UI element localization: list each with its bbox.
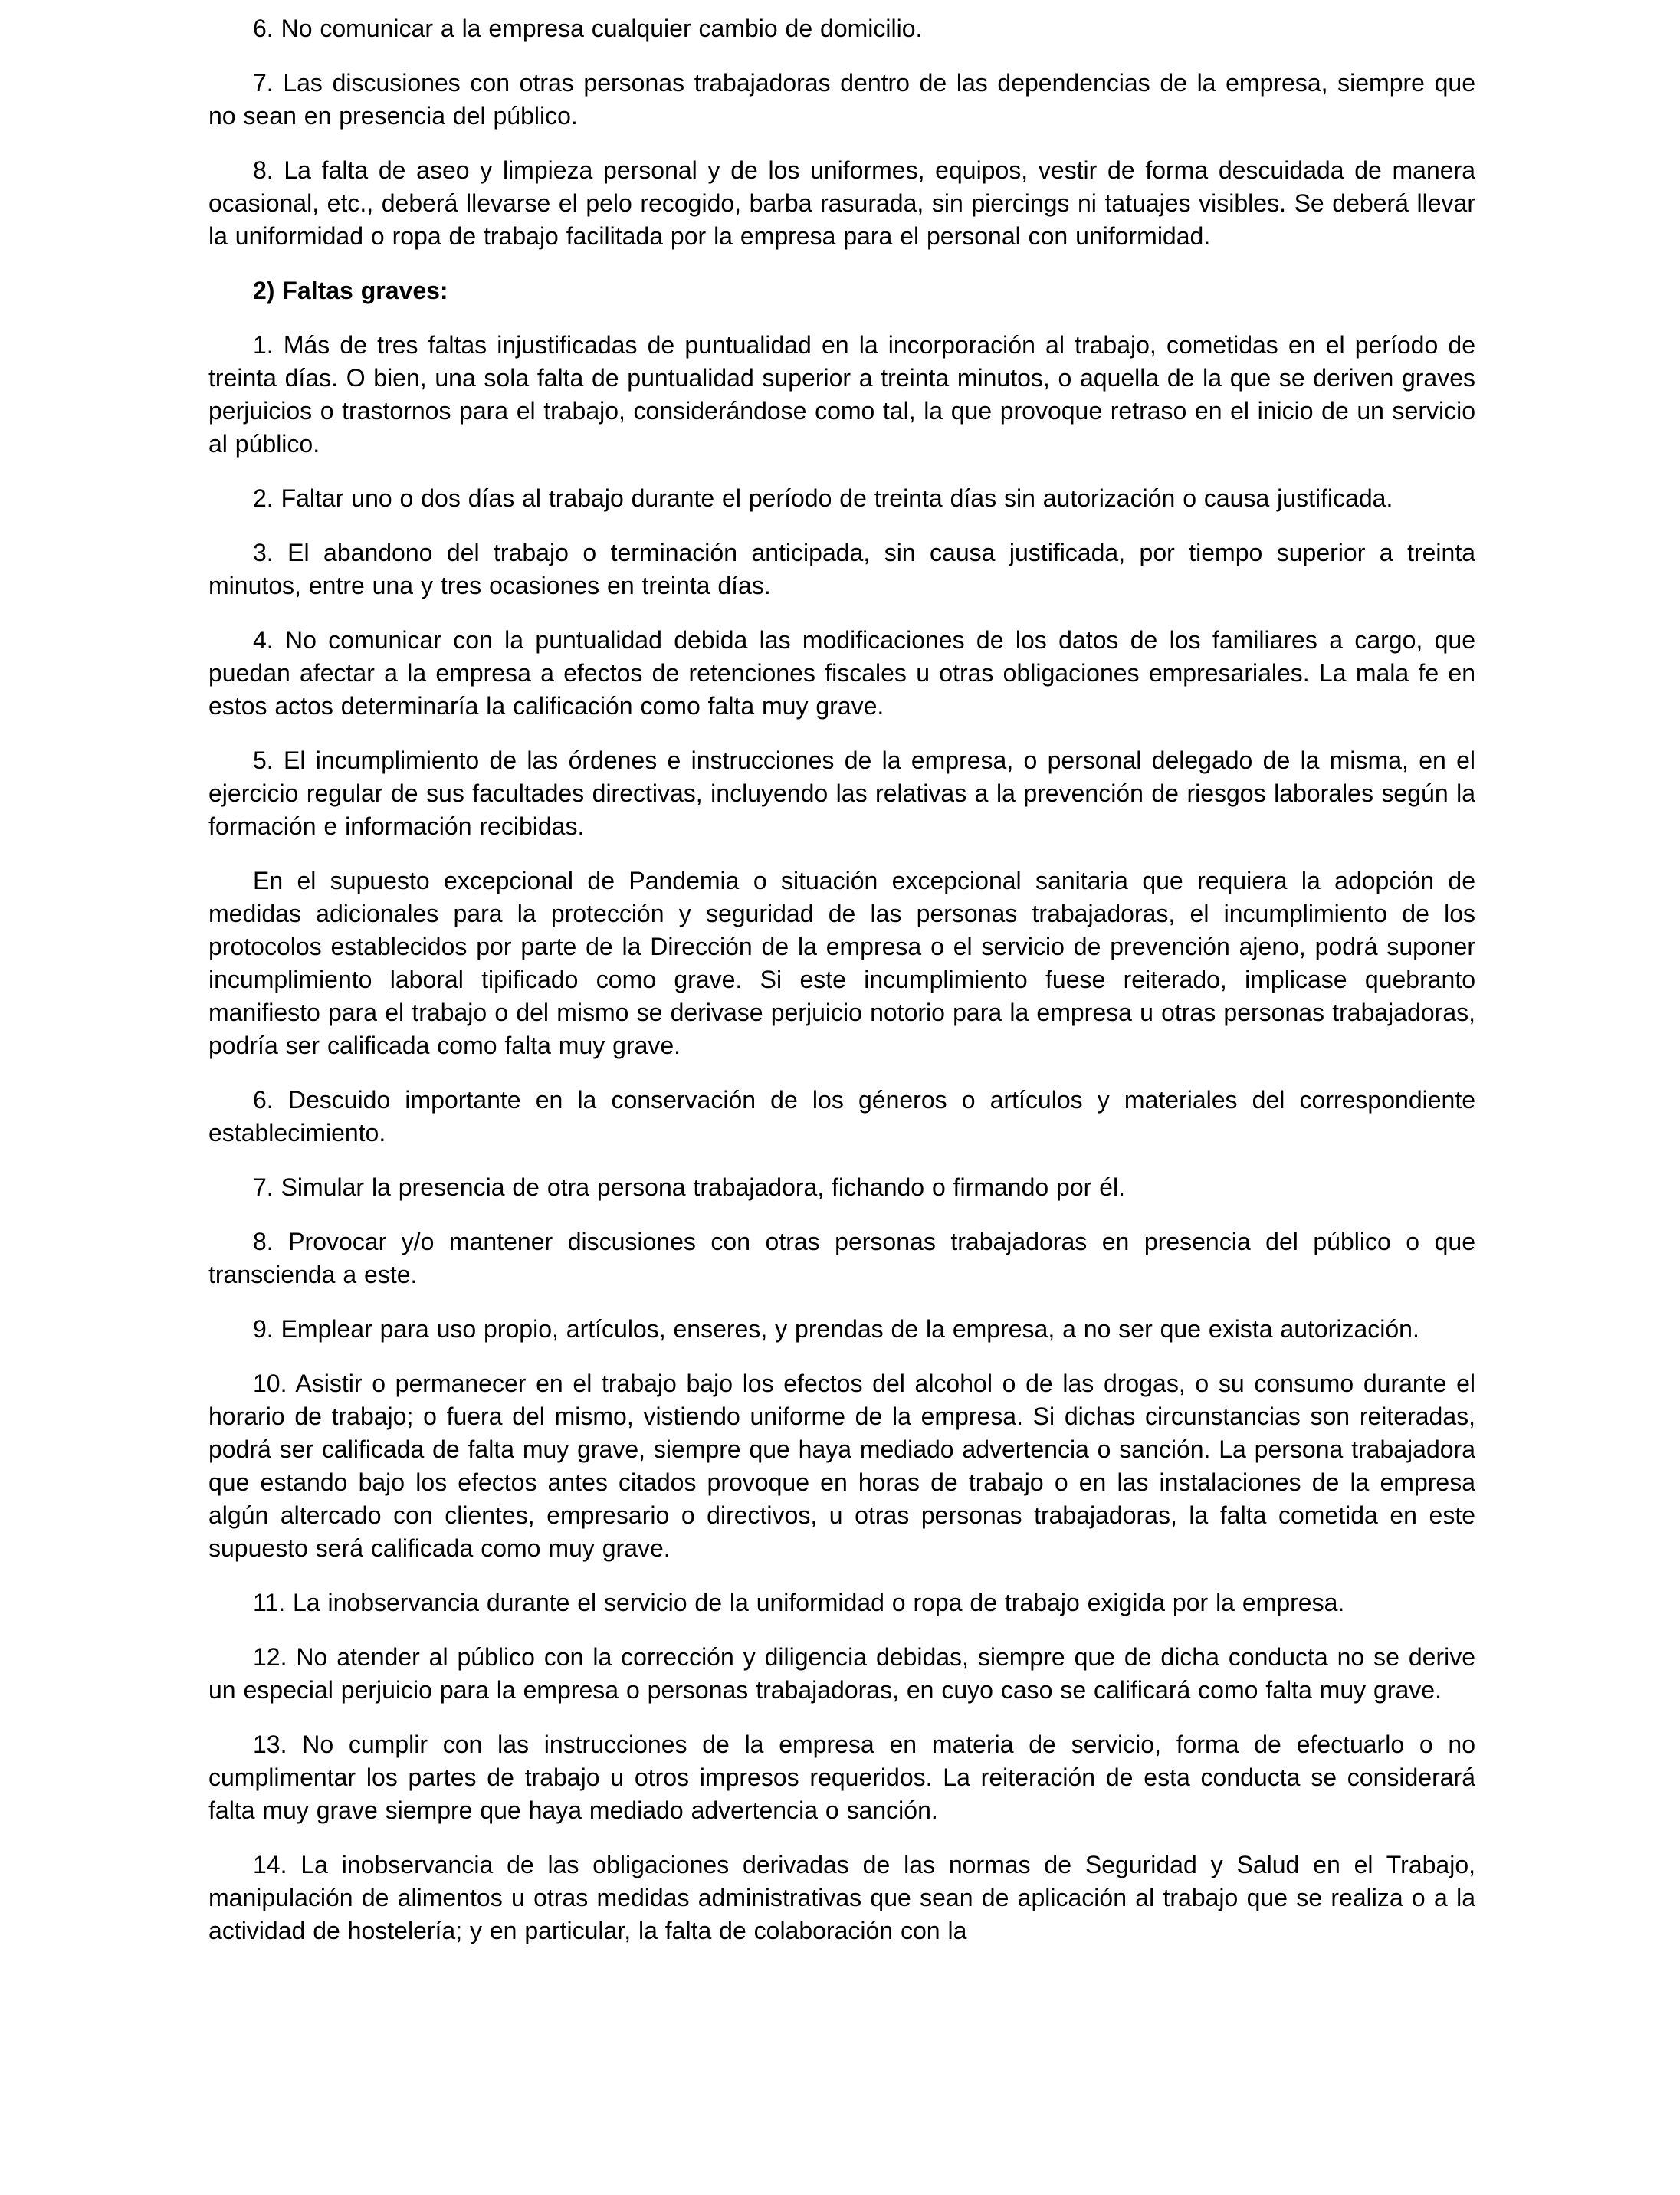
paragraph-falta-grave-4: 4. No comunicar con la puntualidad debida las modificaciones de los datos de los familiares a cargo, que puedan afectar a la empresa a efectos de retenciones fiscales u otras obligaciones empresariales. La mala fe en estos actos determinaría la calificación como falta muy grave. [208, 626, 1475, 720]
paragraph-falta-grave-1: 1. Más de tres faltas injustificadas de puntualidad en la incorporación al trabajo, cometidas en el período de treinta días. O bien, una sola falta de puntualidad superior a treinta minutos, o aquella de la que se deriven graves perjuicios o trastornos para el trabajo, considerándose como tal, la que provoque retraso en el inicio de un servicio al público. [208, 331, 1475, 458]
paragraph-falta-grave-5: 5. El incumplimiento de las órdenes e instrucciones de la empresa, o personal delegado de la misma, en el ejercicio regular de sus facultades directivas, incluyendo las relativas a la prevención de riesgos laborales según la formación e información recibidas. [208, 746, 1475, 840]
paragraph-falta-grave-8: 8. Provocar y/o mantener discusiones con otras personas trabajadoras en presencia del público o que transcienda a este. [208, 1228, 1475, 1288]
paragraph-falta-grave-12: 12. No atender al público con la corrección y diligencia debidas, siempre que de dicha conducta no se derive un especial perjuicio para la empresa o personas trabajadoras, en cuyo caso se calificará como falta muy grave. [208, 1643, 1475, 1704]
paragraph-falta-grave-2: 2. Faltar uno o dos días al trabajo durante el período de treinta días sin autorización o causa justificada. [253, 484, 1393, 512]
paragraph-falta-grave-5-pandemia: En el supuesto excepcional de Pandemia o situación excepcional sanitaria que requiera la adopción de medidas adicionales para la protección y seguridad de las personas trabajadoras, el incumplimiento de los protocolos establecidos por parte de la Dirección de la empresa o el servicio de prevención ajeno, podrá suponer incumplimiento laboral tipificado como grave. Si este incumplimiento fuese reiterado, implicase quebranto manifiesto para el trabajo o del mismo se derivase perjuicio notorio para la empresa u otras personas trabajadoras, podría ser calificada como falta muy grave. [208, 867, 1475, 1059]
paragraph-falta-leve-7: 7. Las discusiones con otras personas trabajadoras dentro de las dependencias de la empresa, siempre que no sean en presencia del público. [208, 69, 1475, 130]
paragraph-falta-grave-9: 9. Emplear para uso propio, artículos, enseres, y prendas de la empresa, a no ser que exista autorización. [253, 1315, 1419, 1343]
paragraph-falta-grave-14: 14. La inobservancia de las obligaciones derivadas de las normas de Seguridad y Salud en el Trabajo, manipulación de alimentos u otras medidas administrativas que sean de aplicación al trabajo que se realiza o a la actividad de hostelería; y en particular, la falta de colaboración con la [208, 1851, 1475, 1944]
paragraph-falta-grave-11: 11. La inobservancia durante el servicio de la uniformidad o ropa de trabajo exigida por la empresa. [253, 1589, 1345, 1616]
paragraph-falta-grave-3: 3. El abandono del trabajo o terminación anticipada, sin causa justificada, por tiempo superior a treinta minutos, entre una y tres ocasiones en treinta días. [208, 539, 1475, 599]
paragraph-falta-grave-10: 10. Asistir o permanecer en el trabajo bajo los efectos del alcohol o de las drogas, o su consumo durante el horario de trabajo; o fuera del mismo, vistiendo uniforme de la empresa. Si dichas circunstancias son reiteradas, podrá ser calificada de falta muy grave, siempre que haya mediado advertencia o sanción. La persona trabajadora que estando bajo los efectos antes citados provoque en horas de trabajo o en las instalaciones de la empresa algún altercado con clientes, empresario o directivos, u otras personas trabajadoras, la falta cometida en este supuesto será calificada como muy grave. [208, 1370, 1475, 1562]
paragraph-falta-leve-6: 6. No comunicar a la empresa cualquier cambio de domicilio. [253, 15, 923, 42]
paragraph-falta-grave-7: 7. Simular la presencia de otra persona trabajadora, fichando o firmando por él. [253, 1173, 1125, 1201]
paragraph-falta-grave-13: 13. No cumplir con las instrucciones de la empresa en materia de servicio, forma de efectuarlo o no cumplimentar los partes de trabajo u otros impresos requeridos. La reiteración de esta conducta se considerará falta muy grave siempre que haya mediado advertencia o sanción. [208, 1731, 1475, 1824]
section-heading-faltas-graves: 2) Faltas graves: [253, 277, 448, 304]
paragraph-falta-leve-8: 8. La falta de aseo y limpieza personal y de los uniformes, equipos, vestir de forma descuidada de manera ocasional, etc., deberá llevarse el pelo recogido, barba rasurada, sin piercings ni tatuajes visibles. Se deberá llevar la uniformidad o ropa de trabajo facilitada por la empresa para el personal con uniformidad. [208, 156, 1475, 250]
paragraph-falta-grave-6: 6. Descuido importante en la conservación de los géneros o artículos y materiales del correspondiente establecimiento. [208, 1086, 1475, 1147]
